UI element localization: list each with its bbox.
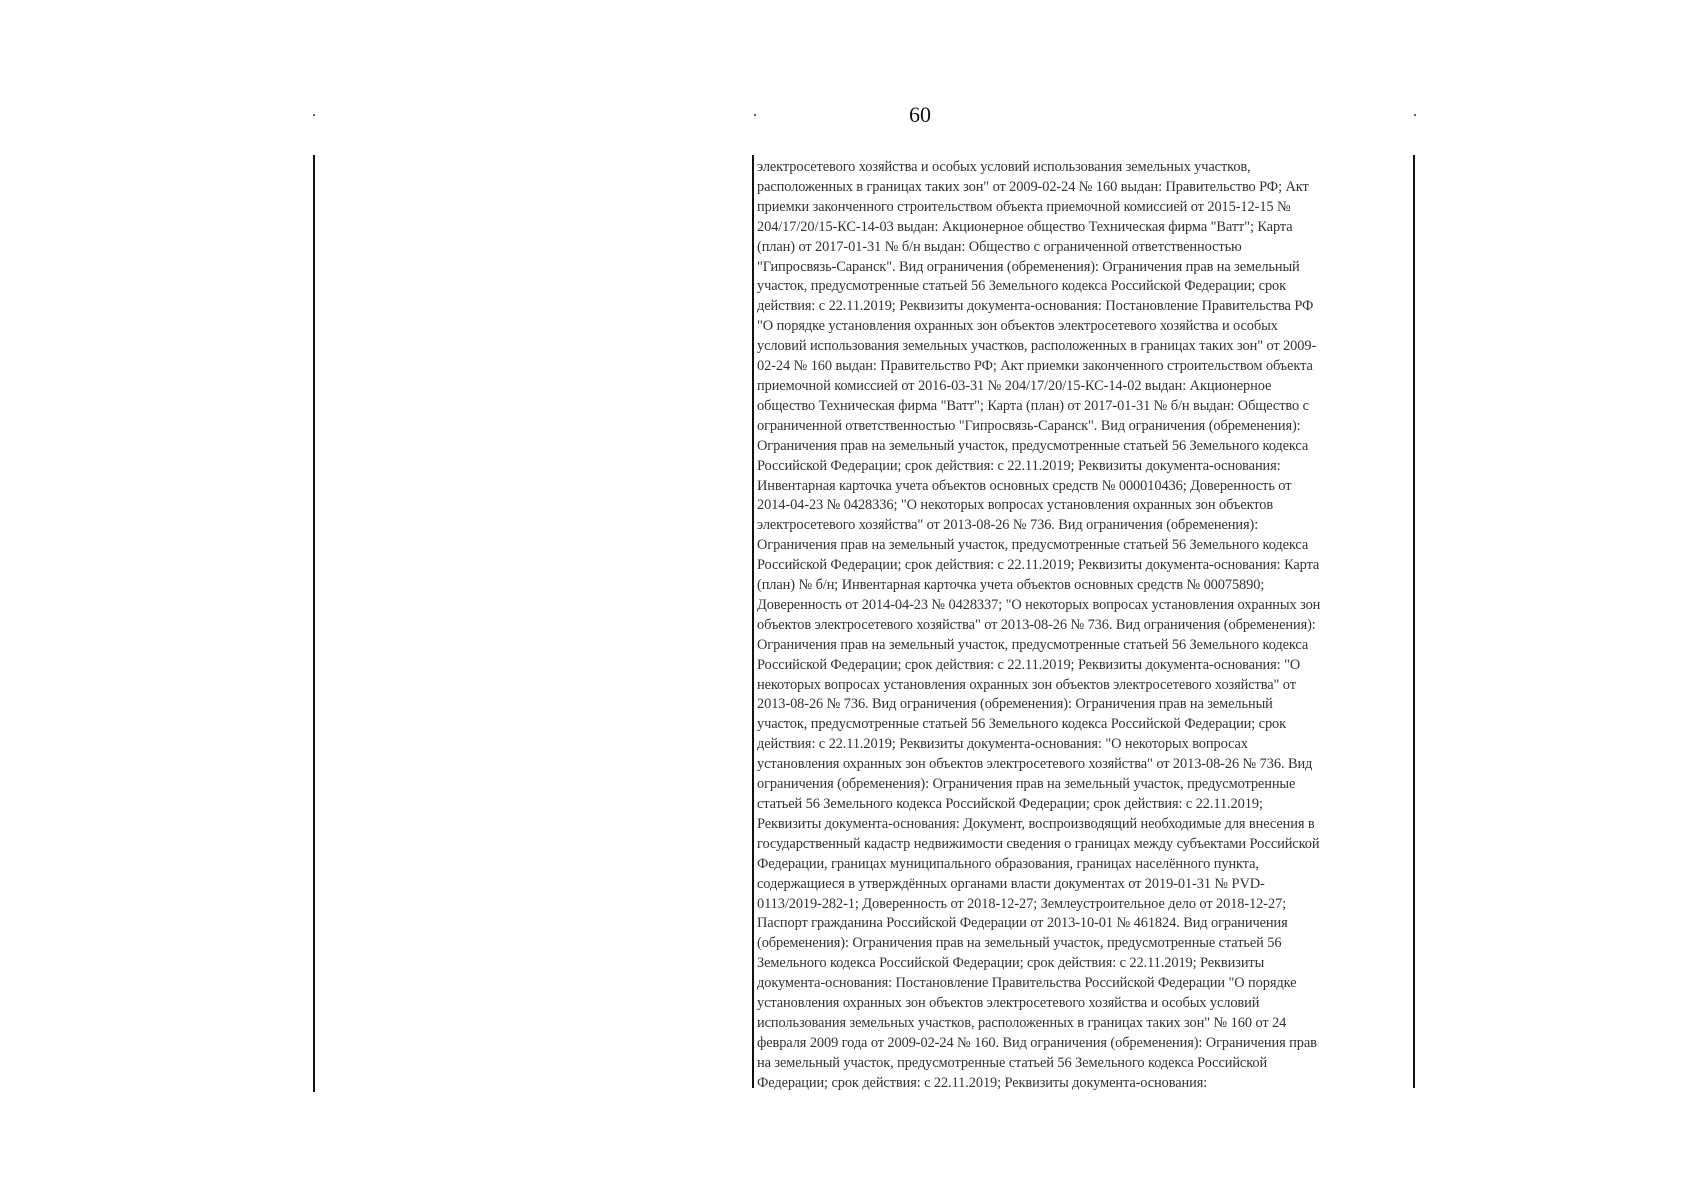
text-line: государственный кадастр недвижимости сведения о границах между субъектами Российской	[757, 835, 1320, 852]
text-line: Российской Федерации; срок действия: с 22.11.2019; Реквизиты документа-основания: "О	[757, 656, 1301, 673]
text-line: Ограничения прав на земельный участок, предусмотренные статьей 56 Земельного кодекса	[757, 636, 1309, 653]
text-line: ограничения (обременения): Ограничения прав на земельный участок, предусмотренные	[757, 776, 1296, 793]
text-line: расположенных в границах таких зон" от 2009-02-24 № 160 выдан: Правительство РФ; Акт	[757, 178, 1309, 195]
text-line: условий использования земельных участков, расположенных в границах таких зон" от 2009-	[757, 338, 1317, 355]
text-line: использования земельных участков, расположенных в границах таких зон" № 160 от 24	[757, 1014, 1287, 1031]
table-border-right	[1413, 155, 1415, 1088]
text-line: электросетевого хозяйства" от 2013-08-26 № 736. Вид ограничения (обременения):	[757, 517, 1259, 534]
text-line: Федерации; срок действия: с 22.11.2019; Реквизиты документа-основания:	[757, 1074, 1208, 1091]
text-line: февраля 2009 года от 2009-02-24 № 160. Вид ограничения (обременения): Ограничения прав	[757, 1034, 1317, 1051]
text-line: некоторых вопросах установления охранных зон объектов электросетевого хозяйства" от	[757, 676, 1296, 693]
text-line: 02-24 № 160 выдан: Правительство РФ; Акт приемки законченного строительством объекта	[757, 358, 1313, 375]
text-line: Инвентарная карточка учета объектов основных средств № 000010436; Доверенность от	[757, 477, 1292, 494]
text-line: электросетевого хозяйства и особых условий использования земельных участков,	[757, 159, 1251, 175]
text-line: "О порядке установления охранных зон объектов электросетевого хозяйства и особых	[757, 318, 1278, 335]
text-line: приемки законченного строительством объекта приемочной комиссией от 2015-12-15 №	[757, 198, 1291, 215]
text-line: Паспорт гражданина Российской Федерации от 2013-10-01 № 461824. Вид ограничения	[757, 915, 1288, 932]
text-line: 2013-08-26 № 736. Вид ограничения (обременения): Ограничения прав на земельный	[757, 696, 1273, 713]
table-border-left	[313, 155, 315, 1092]
header-dot-left: .	[312, 103, 316, 120]
text-line: ограниченной ответственностью "Гипросвязь-Саранск". Вид ограничения (обременения):	[757, 417, 1301, 434]
text-line: установления охранных зон объектов электросетевого хозяйства" от 2013-08-26 № 736. Вид	[757, 756, 1313, 773]
text-line: действия: с 22.11.2019; Реквизиты документа-основания: "О некоторых вопросах	[757, 736, 1248, 753]
text-line: действия: с 22.11.2019; Реквизиты документа-основания: Постановление Правительства РФ	[757, 298, 1314, 315]
text-line: объектов электросетевого хозяйства" от 2013-08-26 № 736. Вид ограничения (обременения):	[757, 616, 1316, 633]
text-line: Земельного кодекса Российской Федерации; срок действия: с 22.11.2019; Реквизиты	[757, 955, 1265, 972]
text-line: 0113/2019-282-1; Доверенность от 2018-12-27; Землеустроительное дело от 2018-12-27;	[757, 895, 1287, 912]
page-number: 60	[909, 102, 931, 127]
table-border-middle	[752, 155, 754, 1088]
text-line: Федерации, границах муниципального образования, границах населённого пункта,	[757, 855, 1259, 872]
header-dot-middle: .	[753, 103, 757, 120]
text-line: приемочной комиссией от 2016-03-31 № 204/17/20/15-КС-14-02 выдан: Акционерное	[757, 377, 1272, 394]
text-line: Реквизиты документа-основания: Документ, воспроизводящий необходимые для внесения в	[757, 815, 1315, 832]
text-line: (обременения): Ограничения прав на земельный участок, предусмотренные статьей 56	[757, 935, 1282, 952]
text-line: документа-основания: Постановление Правительства Российской Федерации "О порядке	[757, 975, 1297, 992]
text-line: установления охранных зон объектов электросетевого хозяйства и особых условий	[757, 995, 1260, 1012]
header-dot-right: .	[1413, 103, 1417, 120]
text-line: (план) № б/н; Инвентарная карточка учета объектов основных средств № 00075890;	[757, 577, 1265, 594]
text-line: (план) от 2017-01-31 № б/н выдан: Общество с ограниченной ответственностью	[757, 238, 1242, 255]
text-line: Доверенность от 2014-04-23 № 0428337; "О некоторых вопросах установления охранных зон	[757, 596, 1321, 613]
text-line: "Гипросвязь-Саранск". Вид ограничения (обременения): Ограничения прав на земельный	[757, 258, 1300, 275]
text-line: Российской Федерации; срок действия: с 22.11.2019; Реквизиты документа-основания:	[757, 457, 1281, 474]
text-line: Российской Федерации; срок действия: с 22.11.2019; Реквизиты документа-основания: Карта	[757, 557, 1320, 574]
text-line: Ограничения прав на земельный участок, предусмотренные статьей 56 Земельного кодекса	[757, 537, 1309, 554]
table-cell-left-empty	[316, 155, 750, 1088]
text-line: на земельный участок, предусмотренные статьей 56 Земельного кодекса Российской	[757, 1054, 1268, 1071]
text-line: общество Техническая фирма "Ватт"; Карта (план) от 2017-01-31 № б/н выдан: Общество с	[757, 397, 1309, 414]
text-line: участок, предусмотренные статьей 56 Земельного кодекса Российской Федерации; срок	[757, 716, 1287, 733]
text-line: статьей 56 Земельного кодекса Российской Федерации; срок действия: с 22.11.2019;	[757, 796, 1263, 812]
text-line: Ограничения прав на земельный участок, предусмотренные статьей 56 Земельного кодекса	[757, 437, 1309, 454]
restriction-details-text	[757, 158, 1411, 1094]
text-line: содержащиеся в утверждённых органами власти документах от 2019-01-31 № PVD-	[757, 875, 1265, 892]
text-line: 204/17/20/15-КС-14-03 выдан: Акционерное общество Техническая фирма "Ватт"; Карта	[757, 218, 1293, 235]
text-line: 2014-04-23 № 0428336; "О некоторых вопросах установления охранных зон объектов	[757, 497, 1274, 514]
text-line: участок, предусмотренные статьей 56 Земельного кодекса Российской Федерации; срок	[757, 278, 1287, 295]
